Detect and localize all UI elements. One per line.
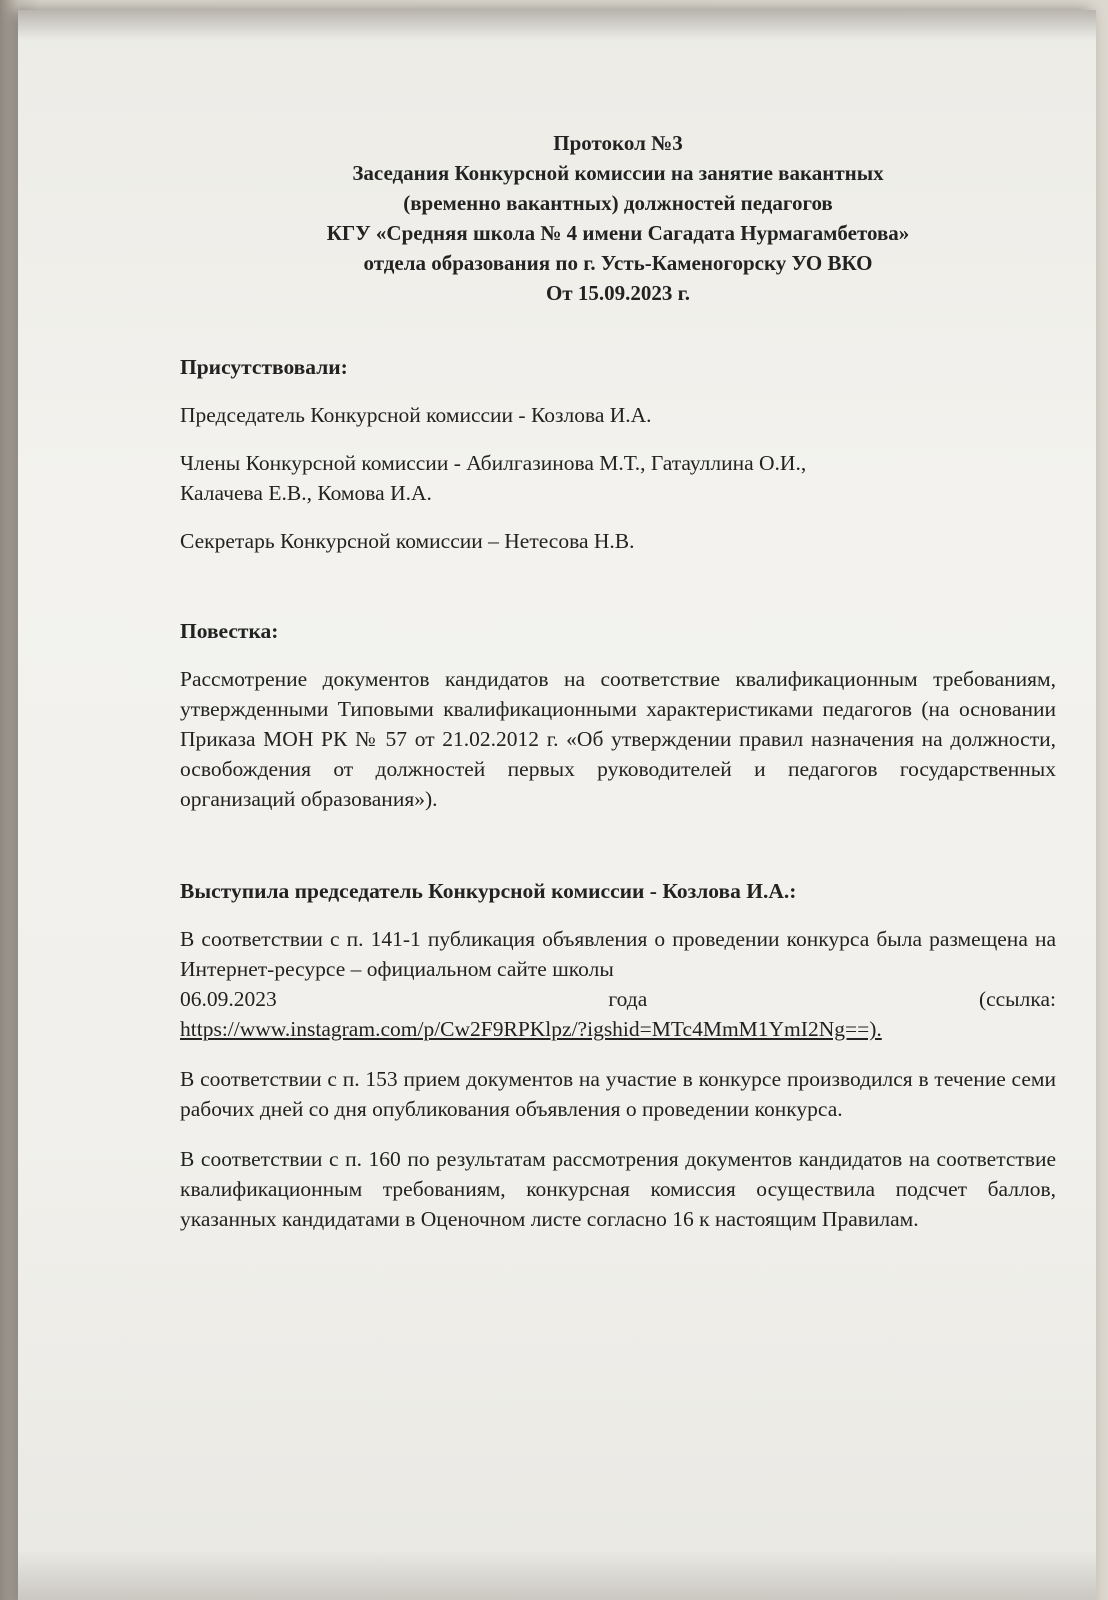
chair-line: Председатель Конкурсной комиссии - Козлова И.А. <box>180 403 652 427</box>
protocol-subject-line2: (временно вакантных) должностей педагогов <box>403 191 833 215</box>
members-block <box>180 448 1056 508</box>
protocol-number: Протокол №3 <box>553 131 683 155</box>
document-body <box>164 128 1056 1254</box>
protocol-header <box>172 128 1064 308</box>
protocol-date: От 15.09.2023 г. <box>545 281 691 305</box>
publication-date: 06.09.2023 <box>180 987 277 1011</box>
paper-sheet <box>18 10 1096 1600</box>
spacer <box>164 834 1056 876</box>
secretary-line: Секретарь Конкурсной комиссии – Нетесова Н.В. <box>180 529 635 553</box>
spacer <box>164 574 1056 616</box>
agenda-text: Рассмотрение документов кандидатов на соответствие квалификационным требованиям, утвержденными Типовыми квалификационными характеристиками педагогов (на основании Приказа МОН РК № 57 от 21.02.2012 г. «Об утверждении правил назначения на должности, освобождения от должностей первых руководителей и педагогов государственных организаций образования»). <box>180 667 1056 811</box>
speech-paragraph-1 <box>180 924 1056 1044</box>
agenda-title: Повестка: <box>180 619 279 643</box>
members-line1: Члены Конкурсной комиссии - Абилгазинова М.Т., Гатауллина О.И., <box>180 451 807 475</box>
school-name: КГУ «Средняя школа № 4 имени Сагадата Нурмагамбетова» <box>326 221 910 245</box>
department-name: отдела образования по г. Усть-Каменогорску УО ВКО <box>363 251 873 275</box>
speech-p1-text: В соответствии с п. 141-1 публикация объявления о проведении конкурса была размещена на Интернет-ресурсе – официальном сайте школы <box>180 927 1056 981</box>
instagram-link[interactable]: https://www.instagram.com/p/Cw2F9RPKlpz/?igshid=MTc4MmM1YmI2Ng==). <box>180 1017 882 1041</box>
members-line2: Калачева Е.В., Комова И.А. <box>180 481 432 505</box>
reference-label: (ссылка: <box>978 987 1056 1011</box>
publication-year-word: года <box>608 987 648 1011</box>
speech-paragraph-2: В соответствии с п. 153 прием документов на участие в конкурсе производился в течение семи рабочих дней со дня опубликования объявления о проведении конкурса. <box>180 1067 1056 1121</box>
protocol-subject-line1: Заседания Конкурсной комиссии на занятие вакантных <box>352 161 884 185</box>
speech-paragraph-3: В соответствии с п. 160 по результатам рассмотрения документов кандидатов на соответствие квалификационным требованиям, конкурсная комиссия осуществила подсчет баллов, указанных кандидатами в Оценочном листе согласно 16 к настоящим Правилам. <box>180 1147 1056 1231</box>
attendees-title: Присутствовали: <box>180 355 348 379</box>
speech-title: Выступила председатель Конкурсной комиссии - Козлова И.А.: <box>180 879 797 903</box>
speech-p1-date-row <box>180 984 1056 1014</box>
